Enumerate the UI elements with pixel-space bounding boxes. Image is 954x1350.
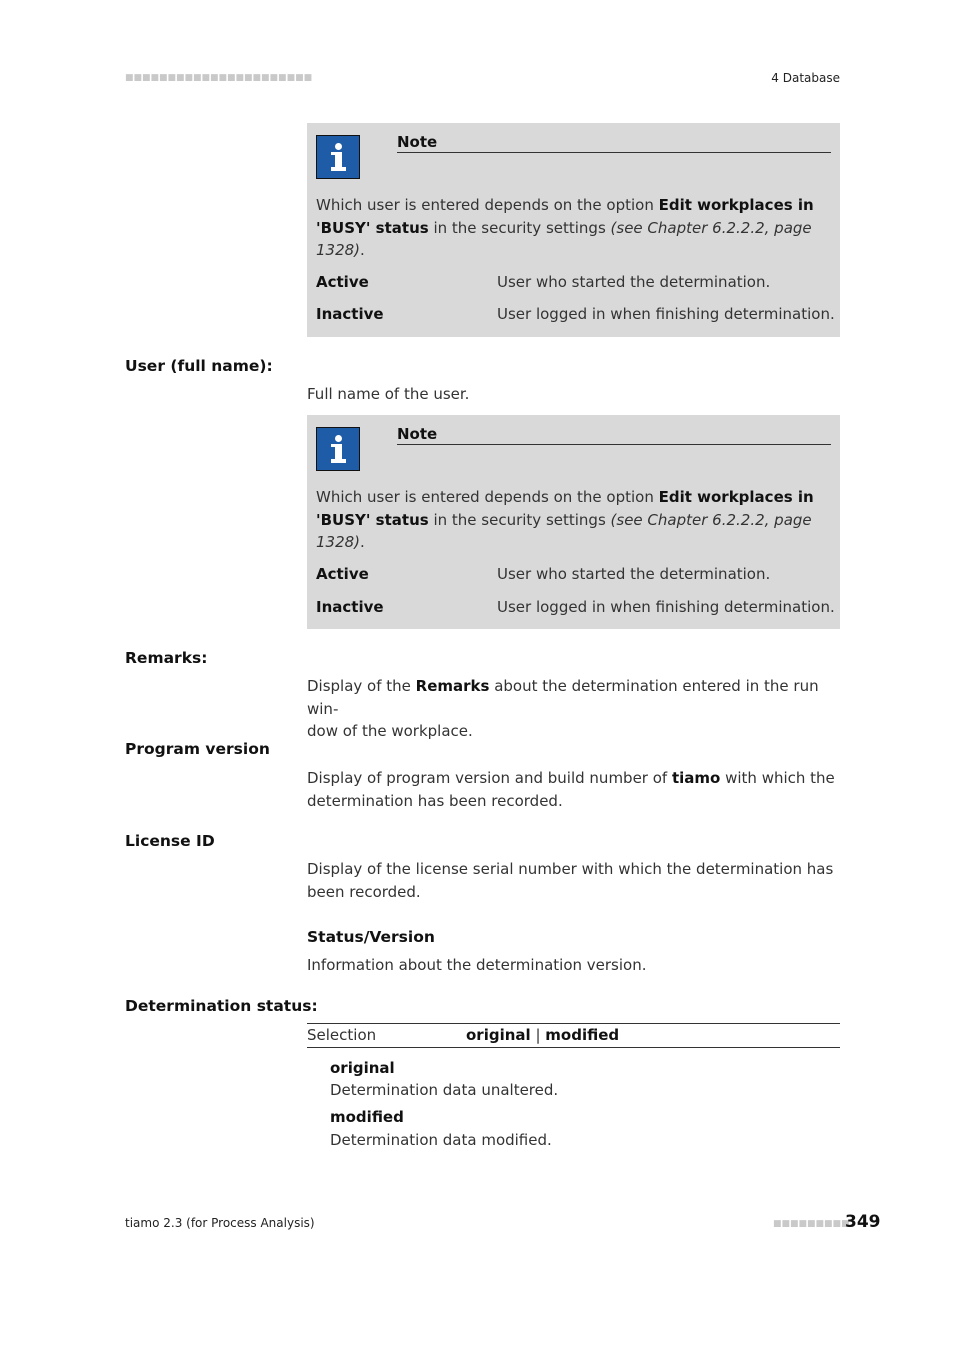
info-icon	[316, 427, 360, 471]
note-title: Note	[397, 425, 831, 445]
term-program-version: Program version	[125, 740, 270, 758]
term-description: Display of the license serial number with which the determination has been recorded.	[307, 860, 834, 901]
note-text: Which user is entered depends on the option Edit workplaces in 'BUSY' status in the security settings (see Chapter 6.2.2.2, page 1328).	[316, 488, 814, 551]
footer-decoration: ■■■■■■■■■	[773, 1219, 850, 1229]
chapter-link[interactable]: (see Chapter 6.2.2.2, page	[610, 218, 812, 237]
note-text: Which user is entered depends on the option Edit workplaces in 'BUSY' status in the security settings (see Chapter 6.2.2.2, page 1328).	[316, 196, 814, 259]
term-determination-status: Determination status:	[125, 997, 318, 1015]
header-decoration: ■■■■■■■■■■■■■■■■■■■■■■	[125, 73, 313, 83]
page-number: 349	[845, 1212, 881, 1232]
note-box: Note Which user is entered depends on the option Edit workplaces in 'BUSY' status in the security settings (see Chapter 6.2.2.2, page 1328). Active User who started the determination. Inactive User logged in when finishing determination.	[307, 123, 840, 337]
note-title: Note	[397, 133, 831, 153]
chapter-label: 4 Database	[771, 71, 840, 85]
selection-bottom-rule	[307, 1047, 840, 1048]
chapter-link[interactable]: (see Chapter 6.2.2.2, page	[610, 510, 812, 529]
selection-label: Selection	[307, 1026, 377, 1044]
term-remarks: Remarks:	[125, 649, 208, 667]
option-description: Determination data unaltered.	[330, 1081, 559, 1099]
section-heading: Status/Version	[307, 928, 435, 946]
term-license-id: License ID	[125, 832, 215, 850]
option-name: modified	[330, 1108, 404, 1126]
option-description: Determination data modified.	[330, 1131, 552, 1149]
section-description: Information about the determination version.	[307, 956, 647, 974]
info-icon	[316, 135, 360, 179]
note-box: Note Which user is entered depends on the option Edit workplaces in 'BUSY' status in the security settings (see Chapter 6.2.2.2, page 1328). Active User who started the determination. Inactive User logged in when finishing determination.	[307, 415, 840, 629]
term-description: Display of the Remarks about the determination entered in the run win- dow of the workplace.	[307, 677, 819, 740]
option-name: original	[330, 1059, 395, 1077]
term-description: Display of program version and build number of tiamo with which the determination has been recorded.	[307, 769, 835, 810]
selection-values: original | modified	[466, 1026, 620, 1044]
selection-top-rule	[307, 1023, 840, 1024]
term-user-full-name: User (full name):	[125, 357, 273, 375]
footer-product: tiamo 2.3 (for Process Analysis)	[125, 1216, 315, 1230]
term-description: Full name of the user.	[307, 385, 470, 403]
